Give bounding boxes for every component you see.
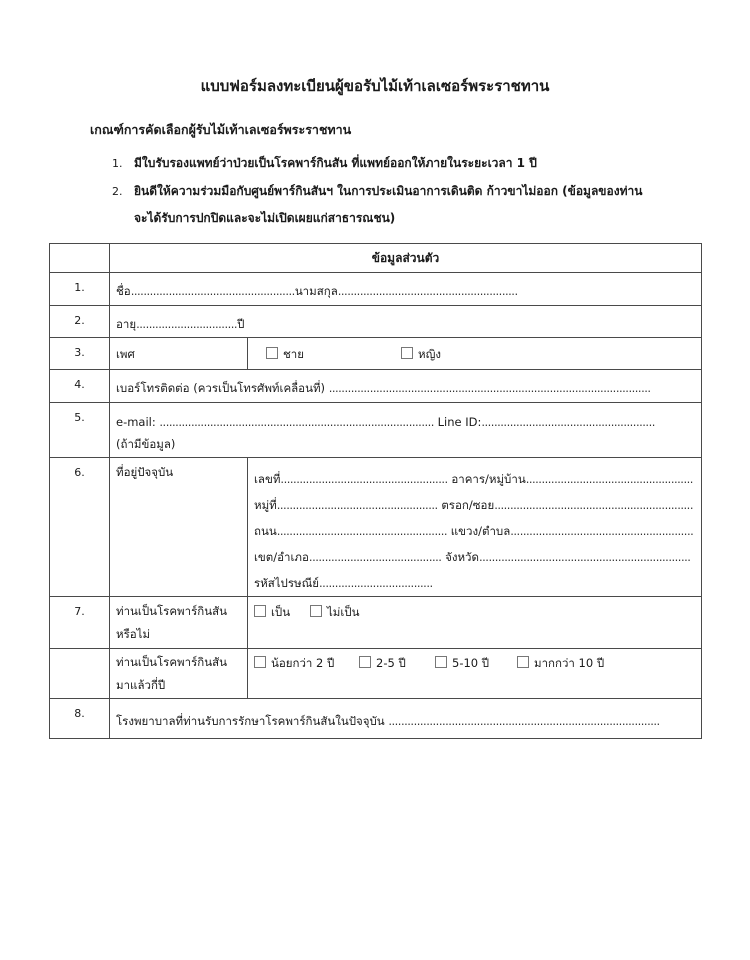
province-label: จังหวัด: [445, 550, 479, 564]
header-blank-cell: [50, 244, 110, 273]
hospital-field-cell[interactable]: [110, 699, 702, 739]
hospital-label: โรงพยาบาลที่ท่านรับการรักษาโรคพาร์กินสันในปัจจุบัน: [116, 714, 385, 728]
line-id-label: Line ID:: [437, 415, 482, 429]
checkbox-icon[interactable]: [254, 605, 266, 617]
duration-option-2-label: 2-5 ปี: [376, 656, 406, 670]
khet-label: เขต/อำเภอ: [254, 550, 309, 564]
criteria-item-text: ยินดีให้ความร่วมมือกับศูนย์พาร์กินสันฯ ในการประเมินอาการเดินติด ก้าวขาไม่ออก (ข้อมูลของท่าน: [134, 184, 643, 198]
khet-input[interactable]: ..........................................: [308, 550, 442, 564]
moo-input[interactable]: ...................................................: [276, 498, 438, 512]
address-line-4: [254, 544, 701, 570]
checkbox-icon[interactable]: [517, 656, 529, 668]
gender-female-label: หญิง: [418, 347, 441, 361]
duration-number-cell: [50, 649, 110, 699]
gender-label-cell: [110, 338, 248, 370]
duration-option-4[interactable]: [517, 651, 604, 675]
duration-label-line1: ท่านเป็นโรคพาร์กินสัน: [116, 655, 227, 669]
house-no-label: เลขที่: [254, 472, 281, 486]
address-line-1: [254, 466, 701, 492]
surname-input-line[interactable]: .........................................................: [337, 284, 518, 298]
road-label: ถนน: [254, 524, 277, 538]
row-hospital: [50, 699, 702, 739]
name-label: ชื่อ: [116, 284, 131, 298]
has-parkinson-label-cell: [110, 597, 248, 649]
duration-option-1-label: น้อยกว่า 2 ปี: [271, 656, 335, 670]
address-line-5: [254, 570, 701, 596]
khwaeng-label: แขวง/ตำบล: [450, 524, 511, 538]
row-number: 8.: [50, 699, 110, 739]
row-has-parkinson: [50, 597, 702, 649]
table-header-row: [50, 244, 702, 273]
gender-male-label: ชาย: [283, 347, 305, 361]
gender-male-option[interactable]: [266, 342, 401, 366]
criteria-item-1: [112, 150, 537, 177]
criteria-item-number: 2.: [112, 185, 123, 198]
has-parkinson-label-line2: หรือไม่: [116, 627, 151, 641]
personal-info-table: [49, 243, 702, 739]
page-title: แบบฟอร์มลงทะเบียนผู้ขอรับไม้เท้าเลเซอร์พระราชทาน: [200, 77, 550, 95]
name-field-cell[interactable]: [110, 273, 702, 306]
row-number: 4.: [50, 370, 110, 403]
row-phone: [50, 370, 702, 403]
has-parkinson-options-cell: [248, 597, 702, 649]
row-number: 1.: [50, 273, 110, 306]
criteria-heading: เกณฑ์การคัดเลือกผู้รับไม้เท้าเลเซอร์พระราชทาน: [90, 122, 352, 137]
row-number: 5.: [50, 403, 110, 458]
soi-input[interactable]: ...............................................................: [494, 498, 693, 512]
age-input-line[interactable]: ................................: [136, 317, 238, 331]
age-field-cell[interactable]: [110, 306, 702, 338]
row-number: 3.: [50, 338, 110, 370]
optional-note: (ถ้ามีข้อมูล): [116, 437, 176, 451]
checkbox-icon[interactable]: [254, 656, 266, 668]
gender-label: เพศ: [116, 347, 135, 361]
has-parkinson-yes-option[interactable]: [254, 600, 310, 624]
no-label: ไม่เป็น: [327, 605, 360, 619]
duration-option-4-label: มากกว่า 10 ปี: [534, 656, 605, 670]
email-input-line[interactable]: .......................................................................................: [159, 415, 434, 429]
postal-label: รหัสไปรษณีย์: [254, 576, 320, 590]
checkbox-icon[interactable]: [266, 347, 278, 359]
section-header: ข้อมูลส่วนตัว: [110, 244, 702, 273]
road-input[interactable]: ......................................................: [276, 524, 448, 538]
criteria-item-number: 1.: [112, 157, 123, 170]
duration-option-3-label: 5-10 ปี: [452, 656, 490, 670]
criteria-item-continuation: จะได้รับการปกปิดและจะไม่เปิดเผยแก่สาธารณชน): [134, 211, 396, 225]
phone-label: เบอร์โทรติดต่อ (ควรเป็นโทรศัพท์เคลื่อนที่): [116, 381, 326, 395]
duration-option-3[interactable]: [435, 651, 517, 675]
house-no-input[interactable]: .....................................................: [280, 472, 448, 486]
row-name: [50, 273, 702, 306]
surname-label: นามสกุล: [294, 284, 338, 298]
has-parkinson-label-line1: ท่านเป็นโรคพาร์กินสัน: [116, 604, 227, 618]
address-fields-cell: [248, 458, 702, 597]
khwaeng-input[interactable]: ..........................................................: [510, 524, 694, 538]
age-label: อายุ: [116, 317, 137, 331]
has-parkinson-no-option[interactable]: [310, 600, 359, 624]
row-address: [50, 458, 702, 597]
checkbox-icon[interactable]: [401, 347, 413, 359]
duration-options-cell: [248, 649, 702, 699]
checkbox-icon[interactable]: [435, 656, 447, 668]
duration-option-1[interactable]: [254, 651, 359, 675]
criteria-item-2: [112, 178, 642, 231]
hospital-input-line[interactable]: ......................................................................................: [388, 714, 660, 728]
duration-option-2[interactable]: [359, 651, 435, 675]
row-number: 2.: [50, 306, 110, 338]
phone-field-cell[interactable]: [110, 370, 702, 403]
row-number: 6.: [50, 458, 110, 597]
row-duration: [50, 649, 702, 699]
moo-label: หมู่ที่: [254, 498, 277, 512]
line-id-input-line[interactable]: .......................................................: [481, 415, 655, 429]
address-label-cell: [110, 458, 248, 597]
gender-options-cell: [248, 338, 702, 370]
checkbox-icon[interactable]: [359, 656, 371, 668]
yes-label: เป็น: [271, 605, 291, 619]
name-input-line[interactable]: ....................................................: [130, 284, 295, 298]
postal-input[interactable]: ....................................: [319, 576, 433, 590]
row-number: 7.: [50, 597, 110, 649]
soi-label: ตรอก/ซอย: [441, 498, 495, 512]
address-label: ที่อยู่ปัจจุบัน: [116, 465, 174, 479]
address-line-2: [254, 492, 701, 518]
criteria-item-text: มีใบรับรองแพทย์ว่าป่วยเป็นโรคพาร์กินสัน ที่แพทย์ออกให้ภายในระยะเวลา 1 ปี: [134, 156, 537, 170]
address-line-3: [254, 518, 701, 544]
row-gender: [50, 338, 702, 370]
duration-label-line2: มาแล้วกี่ปี: [116, 678, 166, 692]
duration-label-cell: [110, 649, 248, 699]
email-label: e-mail:: [116, 415, 156, 429]
row-age: [50, 306, 702, 338]
phone-input-line[interactable]: ......................................................................................................: [328, 381, 651, 395]
building-input[interactable]: .....................................................: [525, 472, 693, 486]
row-email-line: [50, 403, 702, 458]
building-label: อาคาร/หมู่บ้าน: [451, 472, 526, 486]
contact-field-cell: [110, 403, 702, 458]
province-input[interactable]: ...................................................................: [479, 550, 691, 564]
checkbox-icon[interactable]: [310, 605, 322, 617]
age-unit: ปี: [237, 317, 245, 331]
gender-female-option[interactable]: [401, 342, 441, 366]
